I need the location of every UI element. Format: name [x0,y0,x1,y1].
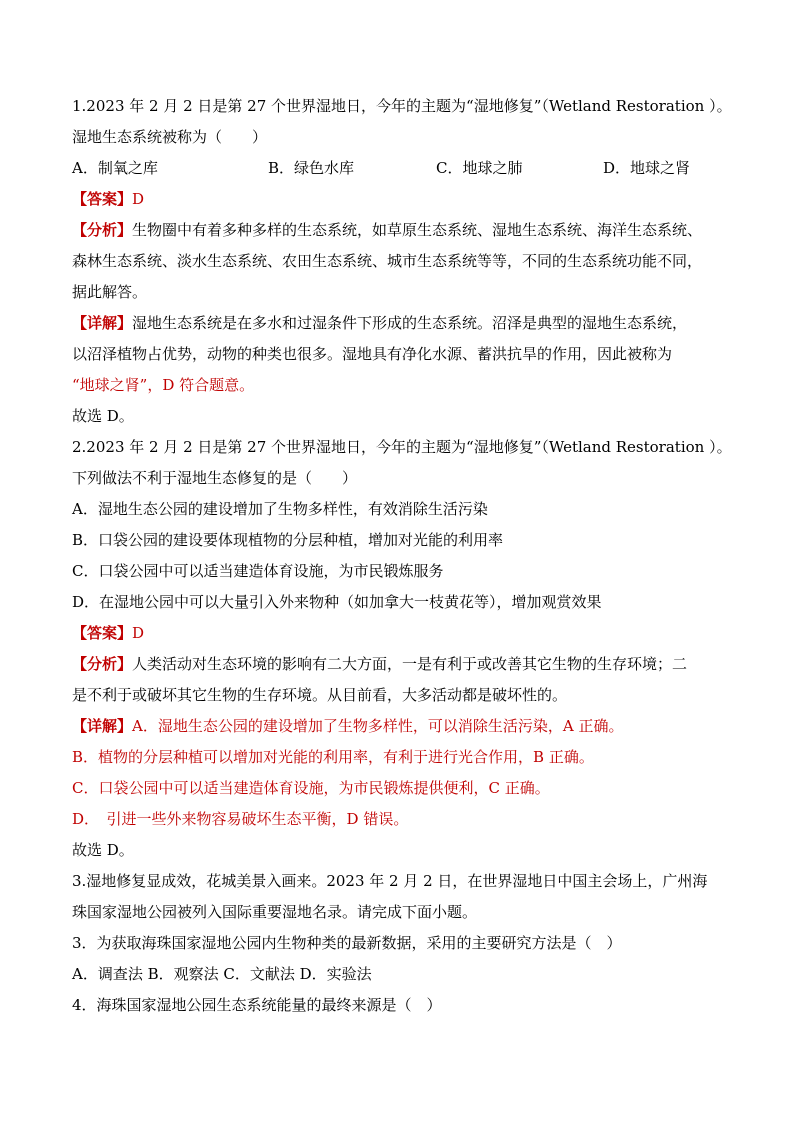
q1-conclusion: 故选 D。 [72,407,134,425]
q2-answer-value: D [132,624,145,642]
q3-intro-line1: 3.湿地修复显成效，花城美景入画来。2023 年 2 月 2 日，在世界湿地日中国主会场上，广州海 [72,872,708,890]
q1-analysis-text1: 生物圈中有着多种多样的生态系统，如草原生态系统、湿地生态系统、海洋生态系统、 [132,221,703,239]
q1-answer-line [72,189,144,209]
q1-option-a: A．制氧之库 [72,159,158,177]
q2-detail-tag: 【详解】 [72,717,133,735]
q4-sub-question: 4．海珠国家湿地公园生态系统能量的最终来源是（ ） [72,996,442,1014]
q2-option-d: D．在湿地公园中可以大量引入外来物种（如加拿大一枝黄花等），增加观赏效果 [72,593,602,611]
q1-answer-tag: 【答案】 [72,190,133,208]
q1-option-d: D．地球之肾 [603,159,691,177]
q1-detail-line3: “地球之肾”，D 符合题意。 [72,376,255,394]
q1-stem-line2: 湿地生态系统被称为（ ） [72,128,268,146]
q2-detail-line2: B．植物的分层种植可以增加对光能的利用率，有利于进行光合作用，B 正确。 [72,748,594,766]
q1-stem-line1: 1.2023 年 2 月 2 日是第 27 个世界湿地日，今年的主题为“湿地修复”（Wetland Restoration ）。 [72,97,732,115]
q2-detail-line3: C．口袋公园中可以适当建造体育设施，为市民锻炼提供便利，C 正确。 [72,779,550,797]
q2-analysis-tag: 【分析】 [72,655,133,673]
q2-detail-text1: A．湿地生态公园的建设增加了生物多样性，可以消除生活污染，A 正确。 [132,717,624,735]
q1-analysis-line1 [72,220,702,240]
q2-stem-line1: 2.2023 年 2 月 2 日是第 27 个世界湿地日，今年的主题为“湿地修复”（Wetland Restoration ）。 [72,438,732,456]
q2-conclusion: 故选 D。 [72,841,134,859]
q1-detail-line1 [72,313,687,333]
q1-detail-text1: 湿地生态系统是在多水和过湿条件下形成的生态系统。沼泽是典型的湿地生态系统， [132,314,688,332]
q3-intro-line2: 珠国家湿地公园被列入国际重要湿地名录。请完成下面小题。 [72,903,478,921]
q2-answer-line [72,623,144,643]
q3-sub-question: 3．为获取海珠国家湿地公园内生物种类的最新数据，采用的主要研究方法是（ ） [72,934,622,952]
q1-option-b: B．绿色水库 [268,159,355,177]
q3-sub-options: A．调查法 B．观察法 C．文献法 D．实验法 [72,965,372,983]
q2-stem-line2: 下列做法不利于湿地生态修复的是（ ） [72,469,358,487]
q1-detail-line2: 以沼泽植物占优势，动物的种类也很多。湿地具有净化水源、蓄洪抗旱的作用，因此被称为 [72,345,673,363]
q1-options [72,158,732,178]
q1-option-c: C．地球之肺 [436,159,523,177]
q2-detail-line1 [72,716,623,736]
q2-option-c: C．口袋公园中可以适当建造体育设施，为市民锻炼服务 [72,562,444,580]
q2-analysis-text1: 人类活动对生态环境的影响有二大方面，一是有利于或改善其它生物的生存环境；二 [132,655,688,673]
q2-answer-tag: 【答案】 [72,624,133,642]
q1-answer-value: D [132,190,145,208]
q2-analysis-line1 [72,654,687,674]
q2-option-b: B．口袋公园的建设要体现植物的分层种植，增加对光能的利用率 [72,531,504,549]
q1-analysis-line2: 森林生态系统、淡水生态系统、农田生态系统、城市生态系统等等，不同的生态系统功能不同， [72,252,703,270]
q1-analysis-line3: 据此解答。 [72,283,148,301]
q2-option-a: A．湿地生态公园的建设增加了生物多样性，有效消除生活污染 [72,500,488,518]
q1-detail-tag: 【详解】 [72,314,133,332]
q2-detail-line4: D． 引进一些外来物容易破坏生态平衡，D 错误。 [72,810,409,828]
q2-analysis-line2: 是不利于或破坏其它生物的生存环境。从目前看，大多活动都是破坏性的。 [72,686,568,704]
q1-analysis-tag: 【分析】 [72,221,133,239]
